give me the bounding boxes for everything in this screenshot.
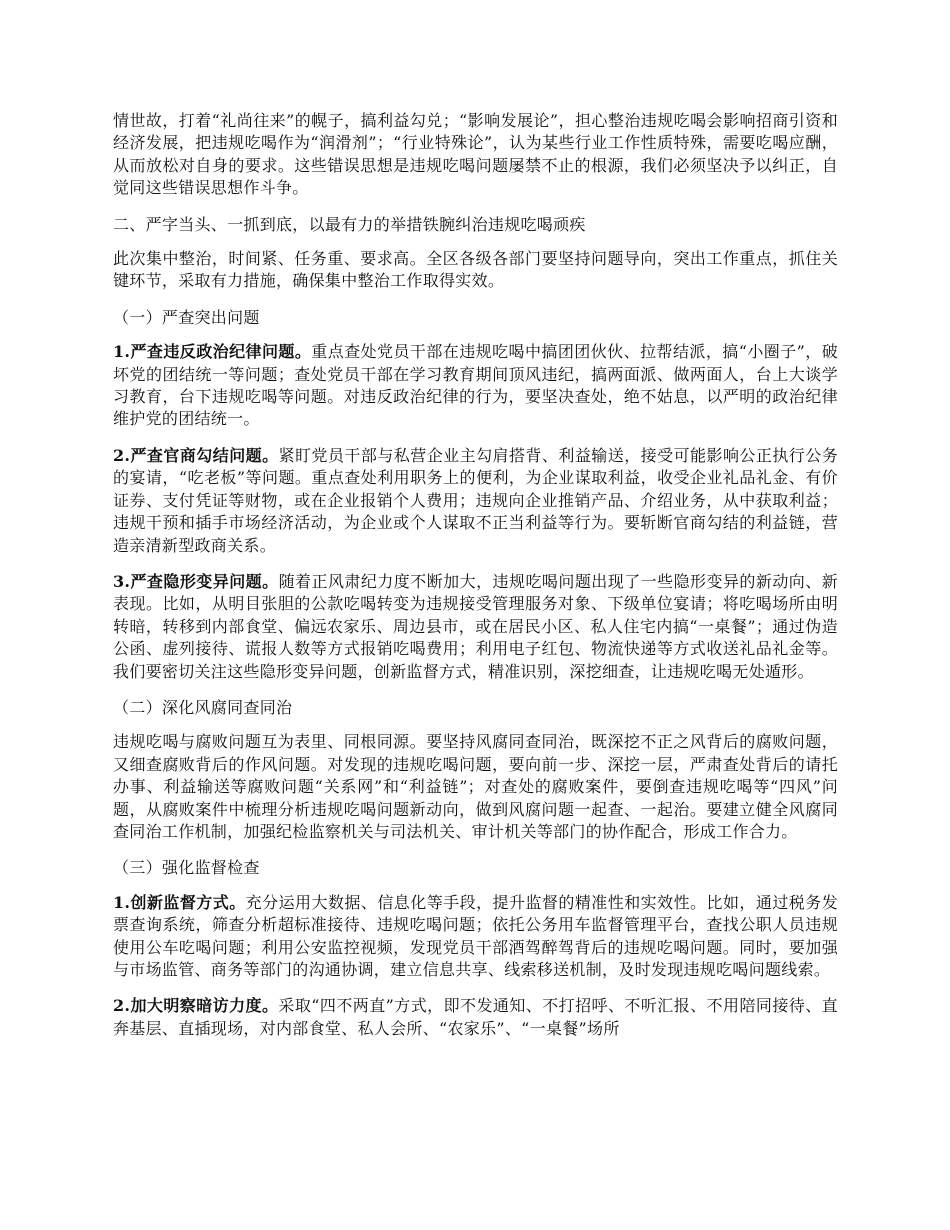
paragraph-unannounced-visits <box>113 995 838 1040</box>
paragraph-text: 重点查处党员干部在违规吃喝中搞团团伙伙、拉帮结派，搞“小圈子”，破坏党的团结统一等问题；查处党员干部在学习教育期间顶风违纪，搞两面派、做两面人，台上大谈学习教育，台下违规吃喝等问题。对违反政治纪律的行为，要坚决查处，绝不姑息，以严明的政治纪律维护党的团结统一。 <box>113 342 838 429</box>
paragraph-section-two-intro <box>113 248 838 293</box>
paragraph-lead: 2.严查官商勾结问题。 <box>113 445 279 465</box>
paragraph-text: 充分运用大数据、信息化等手段，提升监督的精准性和实效性。比如，通过税务发票查询系统，筛查分析超标准接待、违规吃喝问题；依托公务用车监督管理平台，查找公职人员违规使用公车吃喝问题；利用公安监控视频，发现党员干部酒驾醉驾背后的违规吃喝问题。同时，要加强与市场监管、商务等部门的沟通协调，建立信息共享、线索移送机制，及时发现违规吃喝问题线索。 <box>113 892 838 979</box>
subheading-supervision <box>113 857 838 879</box>
paragraph-text: 紧盯党员干部与私营企业主勾肩搭背、利益输送，接受可能影响公正执行公务的宴请，“吃老板”等问题。重点查处利用职务上的便利，为企业谋取利益，收受企业礼品礼金、有价证券、支付凭证等财物，或在企业报销个人费用；违规向企业推销产品、介绍业务，从中获取利益；违规干预和插手市场经济活动，为企业或个人谋取不正当利益等行为。要斩断官商勾结的利益链，营造亲清新型政商关系。 <box>113 445 838 555</box>
paragraph-official-business-collusion <box>113 445 838 557</box>
subheading-text: （二）深化风腐同查同治 <box>113 697 293 717</box>
paragraph-text: 情世故，打着“礼尚往来”的幌子，搞利益勾兑；“影响发展论”，担心整治违规吃喝会影响招商引资和经济发展，把违规吃喝作为“润滑剂”；“行业特殊论”，认为某些行业工作性质特殊，需要吃喝应酬，从而放松对自身的要求。这些错误思想是违规吃喝问题屡禁不止的根源，我们必须坚决予以纠正，自觉同这些错误思想作斗争。 <box>113 111 838 198</box>
paragraph-text: 此次集中整治，时间紧、任务重、要求高。全区各级各部门要坚持问题导向，突出工作重点，抓住关键环节，采取有力措施，确保集中整治工作取得实效。 <box>113 249 838 291</box>
paragraph-text: 随着正风肃纪力度不断加大，违规吃喝问题出现了一些隐形变异的新动向、新表现。比如，从明目张胆的公款吃喝转变为违规接受管理服务对象、下级单位宴请；将吃喝场所由明转暗，转移到内部食堂、偏远农家乐、周边县市，或在居民小区、私人住宅内搞“一桌餐”；通过伪造公函、虚列接待、谎报人数等方式报销吃喝费用；利用电子红包、物流快递等方式收送礼品礼金等。我们要密切关注这些隐形变异问题，创新监督方式，精准识别，深挖细查，让违规吃喝无处遁形。 <box>113 571 838 681</box>
paragraph-hidden-variants <box>113 571 838 683</box>
paragraph-text: 违规吃喝与腐败问题互为表里、同根同源。要坚持风腐同查同治，既深挖不正之风背后的腐败问题，又细查腐败背后的作风问题。对发现的违规吃喝问题，要向前一步、深挖一层，严肃查处背后的请托办事、利益输送等腐败问题“关系网”和“利益链”；对查处的腐败案件，要倒查违规吃喝等“四风”问题，从腐败案件中梳理分析违规吃喝问题新动向，做到风腐问题一起查、一起治。要建立健全风腐同查同治工作机制，加强纪检监察机关与司法机关、审计机关等部门的协作配合，形成工作合力。 <box>113 732 838 841</box>
paragraph-text: 采取“四不两直”方式，即不发通知、不打招呼、不听汇报、不用陪同接待、直奔基层、直插现场，对内部食堂、私人会所、“农家乐”、“一桌餐”场所 <box>113 996 838 1038</box>
heading-text: 二、严字当头、一抓到底，以最有力的举措铁腕纠治违规吃喝顽疾 <box>113 214 586 234</box>
document-page <box>113 110 838 1054</box>
subheading-investigate-problems <box>113 307 838 329</box>
paragraph-lead: 1.严查违反政治纪律问题。 <box>113 342 312 362</box>
paragraph-lead: 2.加大明察暗访力度。 <box>113 996 279 1016</box>
paragraph-lead: 3.严查隐形变异问题。 <box>113 571 279 591</box>
subheading-corruption-together <box>113 697 838 719</box>
paragraph-intro-errors <box>113 110 838 200</box>
subheading-text: （一）严查突出问题 <box>113 307 260 327</box>
paragraph-innovate-supervision <box>113 892 838 982</box>
paragraph-political-discipline <box>113 341 838 431</box>
paragraph-corruption-together <box>113 731 838 843</box>
paragraph-lead: 1.创新监督方式。 <box>113 892 246 912</box>
subheading-text: （三）强化监督检查 <box>113 858 260 878</box>
section-heading-two <box>113 214 838 236</box>
